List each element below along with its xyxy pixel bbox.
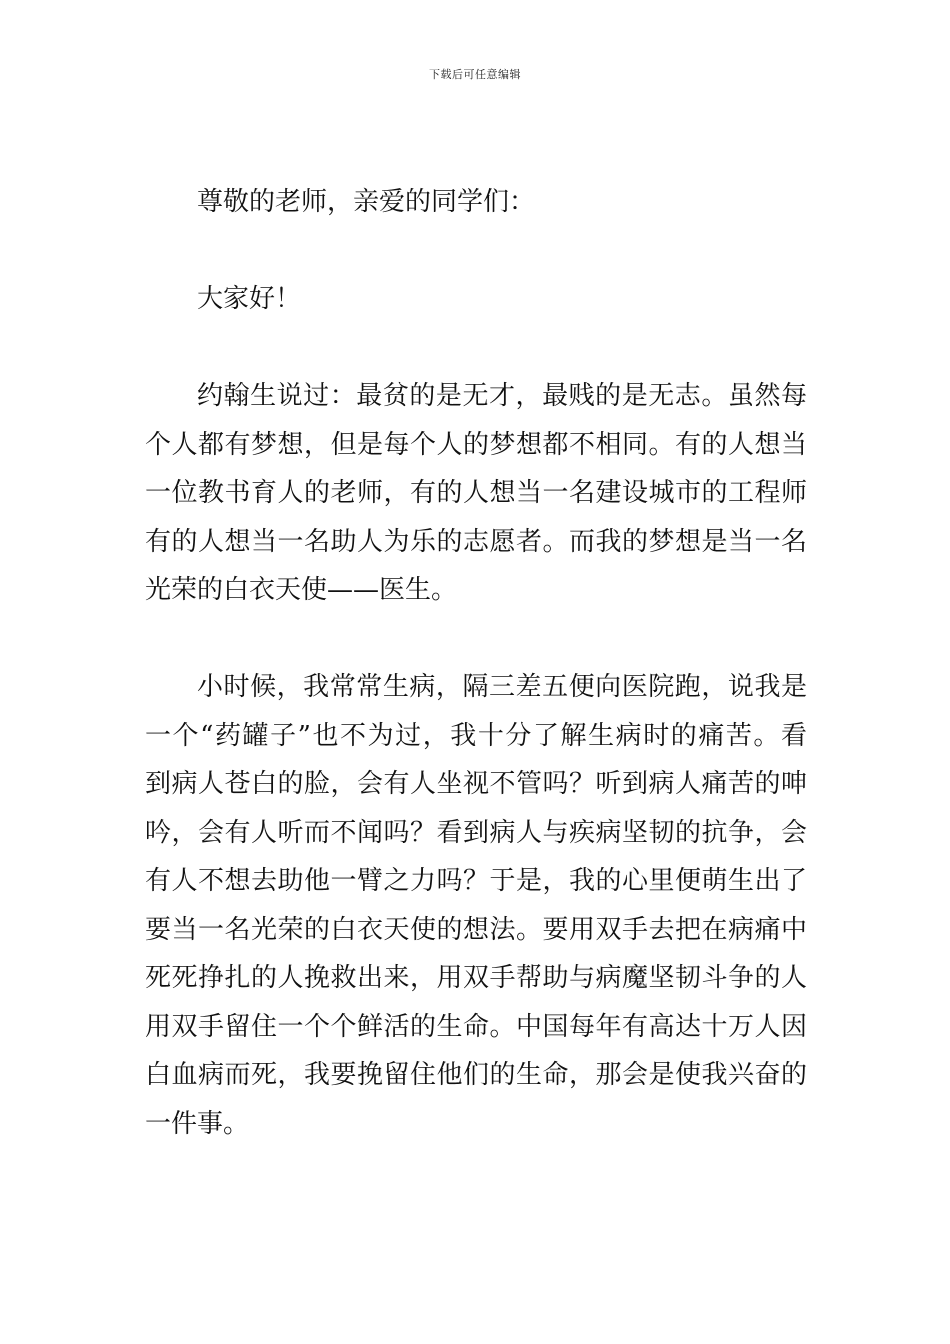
paragraph-line: 一位教书育人的老师，有的人想当一名建设城市的工程师 xyxy=(145,478,807,508)
paragraph-line: 有人不想去助他一臂之力吗？于是，我的心里便萌生出了 xyxy=(145,866,807,896)
greeting: 大家好！ xyxy=(197,284,302,314)
paragraph-1 xyxy=(145,372,807,615)
paragraph-line: 个人都有梦想，但是每个人的梦想都不相同。有的人想当 xyxy=(145,429,807,460)
paragraph-line: 一个“药罐子”也不为过，我十分了解生病时的痛苦。看 xyxy=(145,720,807,751)
header-note: 下载后可任意编辑 xyxy=(429,68,521,81)
paragraph-line: 光荣的白衣天使——医生。 xyxy=(145,575,458,605)
paragraph-line: 吟，会有人听而不闻吗？看到病人与疾病坚韧的抗争，会 xyxy=(145,817,807,848)
paragraph-line: 白血病而死，我要挽留住他们的生命，那会是使我兴奋的 xyxy=(145,1060,807,1090)
document-body xyxy=(145,178,807,1197)
paragraph-line: 约翰生说过：最贫的是无才，最贱的是无志。虽然每 xyxy=(197,381,807,411)
paragraph-line: 一件事。 xyxy=(145,1108,250,1139)
salutation: 尊敬的老师，亲爱的同学们： xyxy=(197,187,536,217)
paragraph-line: 小时候，我常常生病，隔三差五便向医院跑，说我是 xyxy=(197,672,807,702)
paragraph-2 xyxy=(145,663,807,1148)
paragraph-line: 有的人想当一名助人为乐的志愿者。而我的梦想是当一名 xyxy=(145,526,807,557)
paragraph-line: 死死挣扎的人挽救出来，用双手帮助与病魔坚韧斗争的人 xyxy=(145,963,807,993)
paragraph-line: 要当一名光荣的白衣天使的想法。要用双手去把在病痛中 xyxy=(145,914,807,945)
paragraph-line: 到病人苍白的脸，会有人坐视不管吗？听到病人痛苦的呻 xyxy=(145,769,807,799)
paragraph-line: 用双手留住一个个鲜活的生命。中国每年有高达十万人因 xyxy=(145,1011,807,1042)
